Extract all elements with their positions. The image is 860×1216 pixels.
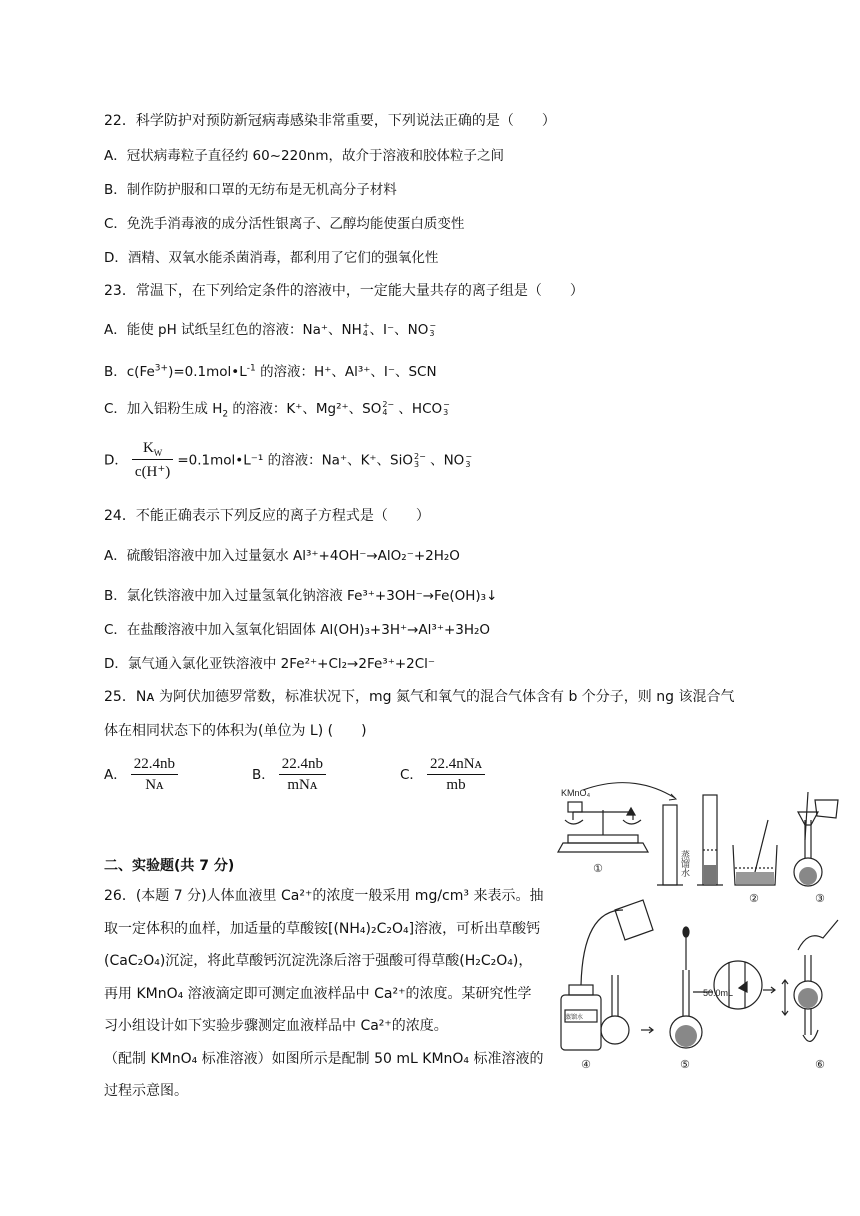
section-heading: 二、实验题(共 7 分) (104, 858, 235, 874)
step-2-label: ② (749, 892, 759, 905)
kw-fraction: $\frac{K_W}{c(H^+)}$ (132, 440, 173, 481)
q24-option-d: D．氯气通入氯化亚铁溶液中 2Fe²⁺+Cl₂→2Fe³⁺+2Cl⁻ (104, 656, 436, 672)
q23-option-a: A．能使 pH 试纸呈红色的溶液：Na⁺、NH + 4 、I⁻、NO − 3 (104, 321, 437, 338)
q24-stem: 24．不能正确表示下列反应的离子方程式是（ ） (104, 508, 430, 524)
q26-paragraph (104, 880, 544, 1108)
q22-option-d: D．酒精、双氧水能杀菌消毒，都利用了它们的强氧化性 (104, 250, 439, 266)
q25-option-a: A． $\frac{22.4nb}{\text{Nᴀ}}$ (104, 756, 182, 794)
step-6-label: ⑥ (815, 1058, 825, 1071)
q25-stem-line2: 体在相同状态下的体积为(单位为 L) ( ) (104, 723, 367, 739)
q23-stem: 23．常温下，在下列给定条件的溶液中，一定能大量共存的离子组是（ ） (104, 283, 584, 299)
volume-label: 50.0mL (703, 988, 734, 998)
q24-option-b: B．氯化铁溶液中加入过量氢氧化钠溶液 Fe³⁺+3OH⁻→Fe(OH)₃↓ (104, 588, 498, 604)
q24-option-c: C．在盐酸溶液中加入氢氧化铝固体 Al(OH)₃+3H⁺→Al³⁺+3H₂O (104, 622, 491, 638)
q24-option-a: A．硫酸铝溶液中加入过量氨水 Al³⁺+4OH⁻→AlO₂⁻+2H₂O (104, 548, 460, 564)
q22-option-b: B．制作防护服和口罩的无纺布是无机高分子材料 (104, 182, 397, 198)
step-5-label: ⑤ (680, 1058, 690, 1071)
q26-figure-caption: （配制 KMnO₄ 标准溶液）如图所示是配制 50 mL KMnO₄ 标准溶液的过程示意图。 (104, 1050, 544, 1099)
q22-option-a: A．冠状病毒粒子直径约 60~220nm，故介于溶液和胶体粒子之间 (104, 148, 504, 164)
lab-apparatus-figure (553, 780, 843, 1080)
q23-option-b: B．$c(Fe^{3+})=0.1mol•L^{-1}$ 的溶液：H⁺、Al³⁺、I⁻、SCN (104, 363, 437, 380)
q25-option-c: C． $\frac{\text{22.4nNᴀ}}{mb}$ (400, 756, 489, 794)
step-3-label: ③ (815, 892, 825, 905)
water-label: 蒸馏水 (680, 850, 690, 877)
kmno4-label: KMnO₄ (561, 788, 591, 798)
q23-option-c: C．加入铝粉生成 $H_2$ 的溶液：K⁺、Mg²⁺、SO 2− 4 、HCO − 3 (104, 400, 450, 420)
q22-stem: 22．科学防护对预防新冠病毒感染非常重要，下列说法正确的是（ ） (104, 113, 556, 129)
step-1-label: ① (593, 862, 603, 875)
q26-body: 26．(本题 7 分)人体血液里 Ca²⁺的浓度一般采用 mg/cm³ 来表示。抽取一定体积的血样，加适量的草酸铵[(NH₄)₂C₂O₄]溶液，可析出草酸钙(CaC₂O₄)沉淀，将此草酸钙沉淀洗涤后溶于强酸可得草酸(H₂C₂O₄)，再用 KMnO₄ 溶液滴定即可测定血液样品中 Ca²⁺的浓度。某研究性学习小组设计如下实验步骤测定血液样品中 Ca²⁺的浓度。 (104, 888, 544, 1034)
q25-stem-line1: 25．Nᴀ 为阿伏加德罗常数，标准状况下，mg 氮气和氧气的混合气体含有 b 个分子，则 ng 该混合气 (104, 689, 735, 705)
q23-option-d: D． $\frac{K_W}{c(H^+)}$ =0.1mol•L⁻¹ 的溶液：Na⁺、K⁺、SiO 2− 3 、NO − 3 (104, 440, 473, 480)
q22-option-c: C．免洗手消毒液的成分活性银离子、乙醇均能使蛋白质变性 (104, 216, 465, 232)
balance-icon (558, 802, 648, 852)
bottle-label: 蒸馏水 (565, 1015, 584, 1021)
step-4-label: ④ (581, 1058, 591, 1071)
q25-option-b: B． $\frac{22.4nb}{\text{mNᴀ}}$ (252, 756, 330, 794)
